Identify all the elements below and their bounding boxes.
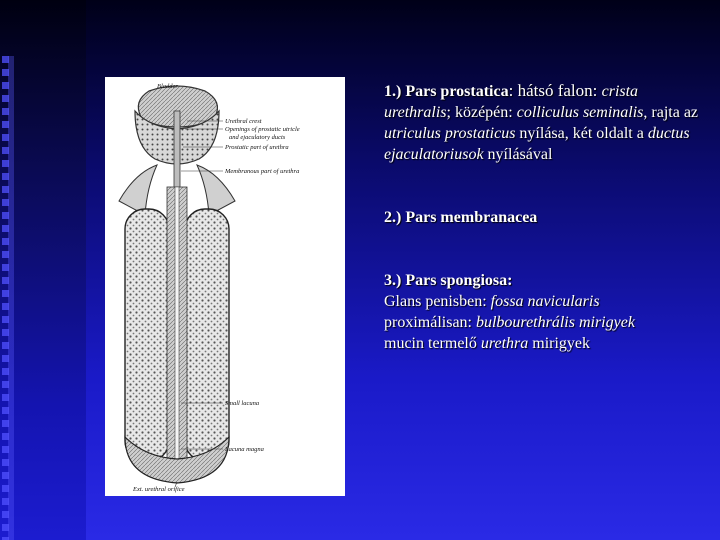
text-panel (384, 80, 702, 354)
label-ext-orifice: Ext. urethral orifice (133, 486, 185, 493)
line-mucin: mucin termelő urethra mirigyek (384, 335, 591, 352)
left-crus (119, 165, 157, 215)
heading-pars-prostatica: 1.) Pars prostatica (384, 83, 509, 100)
urethra-anatomy-figure (105, 77, 345, 496)
heading-pars-spongiosa: 3.) Pars spongiosa: (384, 272, 513, 289)
left-decorative-band (0, 0, 86, 540)
label-openings-1: Openings of prostatic utricle (225, 126, 300, 133)
right-corpus-cavernosum (185, 209, 229, 461)
decorative-squares (2, 56, 22, 540)
label-small-lacuna: Small lacuna (225, 400, 260, 407)
label-lacuna-magna: Lacuna magna (225, 446, 264, 453)
label-openings-2: and ejaculatory ducts (229, 134, 286, 141)
left-corpus-cavernosum (125, 209, 169, 461)
line-glans: Glans penisben: fossa navicularis (384, 293, 600, 310)
label-prostatic-part: Prostatic part of urethra (225, 144, 289, 151)
label-urethral-crest: Urethral crest (225, 118, 262, 125)
label-membranous-part: Membranous part of urethra (225, 168, 300, 175)
line-proximal: proximálisan: bulbourethrális mirigyek (384, 314, 635, 331)
urethra-lumen (175, 187, 179, 469)
item-pars-prostatica: 1.) Pars prostatica: hátsó falon: crista urethralis; középén: colliculus seminalis, rajta az utriculus prostaticus nyílása, két oldalt a ductus ejaculatoriusok nyílásával (384, 81, 699, 163)
label-bladder: Bladder (157, 83, 178, 90)
heading-pars-membranacea: 2.) Pars membranacea (384, 209, 538, 226)
